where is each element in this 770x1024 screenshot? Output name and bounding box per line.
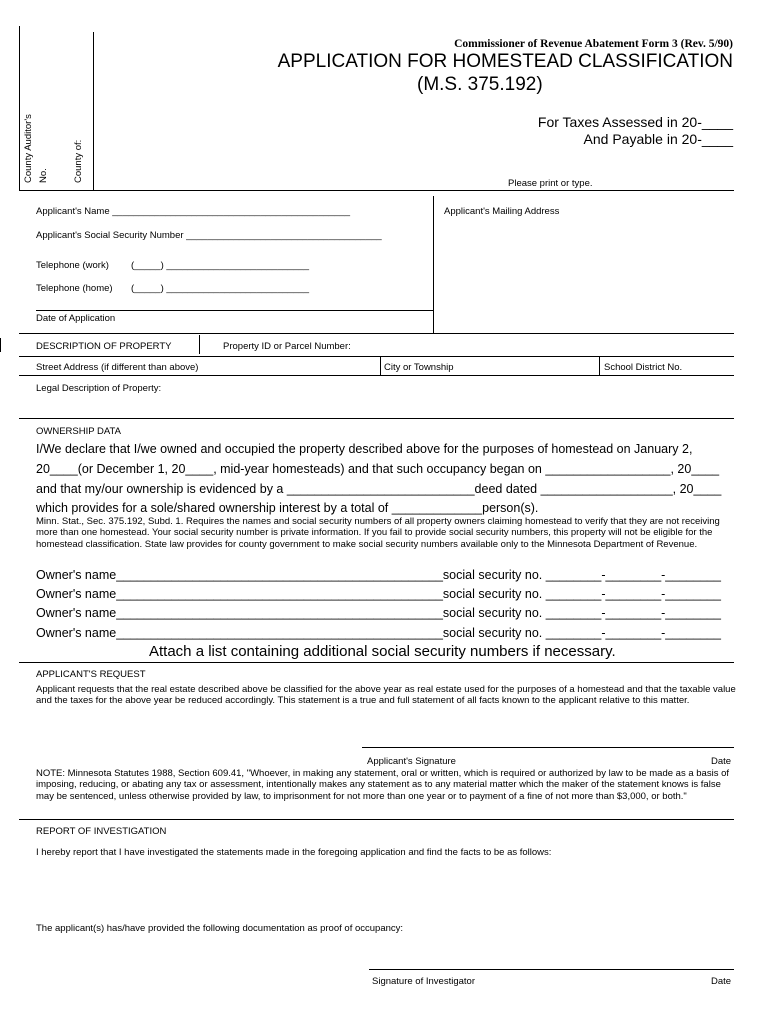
- county-of-label: County of:: [73, 139, 84, 183]
- form-id: Commissioner of Revenue Abatement Form 3 (Rev. 5/90): [454, 38, 733, 50]
- statute-note: Minn. Stat., Sec. 375.192, Subd. 1. Requires the names and social security numbers of all property owners claiming homestead to verify that they are not receiving more than one homestead. Your social security number is private information. If you fail to provide social security numbers, this property will not be eligible for the homestead classification. State law provides for county government to make social security numbers available only to the Minnesota Department of Revenue.: [36, 516, 720, 550]
- applicant-name-field[interactable]: Applicant's Name _____________________________________________: [36, 206, 351, 217]
- margin-mark: [0, 338, 1, 352]
- taxes-assessed: For Taxes Assessed in 20-____: [537, 114, 733, 130]
- payable-year: And Payable in 20-____: [583, 131, 733, 147]
- statute-ref: (M.S. 375.192): [417, 74, 543, 95]
- county-auditors-label: County Auditor's: [23, 114, 34, 183]
- owner-line[interactable]: Owner's name_______________________________________________social security no. ________-________-________: [36, 606, 721, 620]
- investigator-signature-label: Signature of Investigator: [372, 976, 475, 987]
- parcel-number-label: Property ID or Parcel Number:: [223, 341, 351, 352]
- date-of-application-label: Date of Application: [36, 313, 116, 324]
- applicant-signature-label: Applicant's Signature: [367, 756, 456, 767]
- street-address-label: Street Address (if different than above): [36, 362, 199, 373]
- description-of-property-label: DESCRIPTION OF PROPERTY: [36, 341, 172, 352]
- request-text: Applicant requests that the real estate described above be classified for the above year as real estate used for the purposes of a homestead and that the taxable value and the taxes for the above year be reduced accordingly. This statement is a true and full statement of all facts known to the applicant relative to this matter.: [36, 684, 736, 707]
- declaration-line-2[interactable]: 20____(or December 1, 20____, mid-year homesteads) and that such occupancy began on __________________, 20____: [36, 462, 720, 476]
- no-label: No.: [38, 168, 49, 183]
- applicant-date-label: Date: [711, 756, 732, 767]
- owner-line[interactable]: Owner's name_______________________________________________social security no. ________-________-________: [36, 568, 721, 582]
- declaration-line-3[interactable]: and that my/our ownership is evidenced by a ___________________________deed dated ___________________, 20____: [36, 482, 722, 496]
- declaration-line-1: I/We declare that I/we owned and occupied the property described above for the purposes of homestead on January 2,: [36, 442, 693, 456]
- owner-line[interactable]: Owner's name_______________________________________________social security no. ________-________-________: [36, 587, 721, 601]
- tel-home-field[interactable]: (_____) ___________________________: [131, 283, 310, 294]
- tel-work-label: Telephone (work): [36, 260, 109, 271]
- print-note: Please print or type.: [508, 178, 593, 189]
- attach-list-note: Attach a list containing additional social security numbers if necessary.: [149, 643, 616, 660]
- investigation-heading: REPORT OF INVESTIGATION: [36, 826, 167, 837]
- documentation-text: The applicant(s) has/have provided the following documentation as proof of occupancy:: [36, 923, 404, 934]
- investigation-text: I hereby report that I have investigated the statements made in the foregoing application and find the facts to be as follows:: [36, 847, 552, 858]
- tel-work-field[interactable]: (_____) ___________________________: [131, 260, 310, 271]
- ownership-heading: OWNERSHIP DATA: [36, 426, 121, 437]
- tel-home-label: Telephone (home): [36, 283, 113, 294]
- investigator-date-label: Date: [711, 976, 732, 987]
- request-heading: APPLICANT'S REQUEST: [36, 669, 146, 680]
- perjury-note: NOTE: Minnesota Statutes 1988, Section 609.41, "Whoever, in making any statement, oral or written, which is required or authorized by law to be made as a basis of imposing, reducing, or abating any tax or assessment, intentionally makes any statement as to any material matter which the maker of the statement knows is false may be sentenced, unless otherwise provided by law, to imprisonment for not more than one year or to payment of a fine of not more than $3,000, or both.": [36, 768, 730, 802]
- owner-line[interactable]: Owner's name_______________________________________________social security no. ________-________-________: [36, 626, 721, 640]
- mailing-address-label: Applicant's Mailing Address: [444, 206, 560, 217]
- page-title: APPLICATION FOR HOMESTEAD CLASSIFICATION: [277, 51, 733, 72]
- declaration-line-4[interactable]: which provides for a sole/shared ownership interest by a total of _____________person(s).: [36, 501, 539, 515]
- school-district-label: School District No.: [604, 362, 683, 373]
- legal-description-label: Legal Description of Property:: [36, 383, 162, 394]
- city-township-label: City or Township: [384, 362, 454, 373]
- ssn-field[interactable]: Applicant's Social Security Number _____________________________________: [36, 230, 382, 241]
